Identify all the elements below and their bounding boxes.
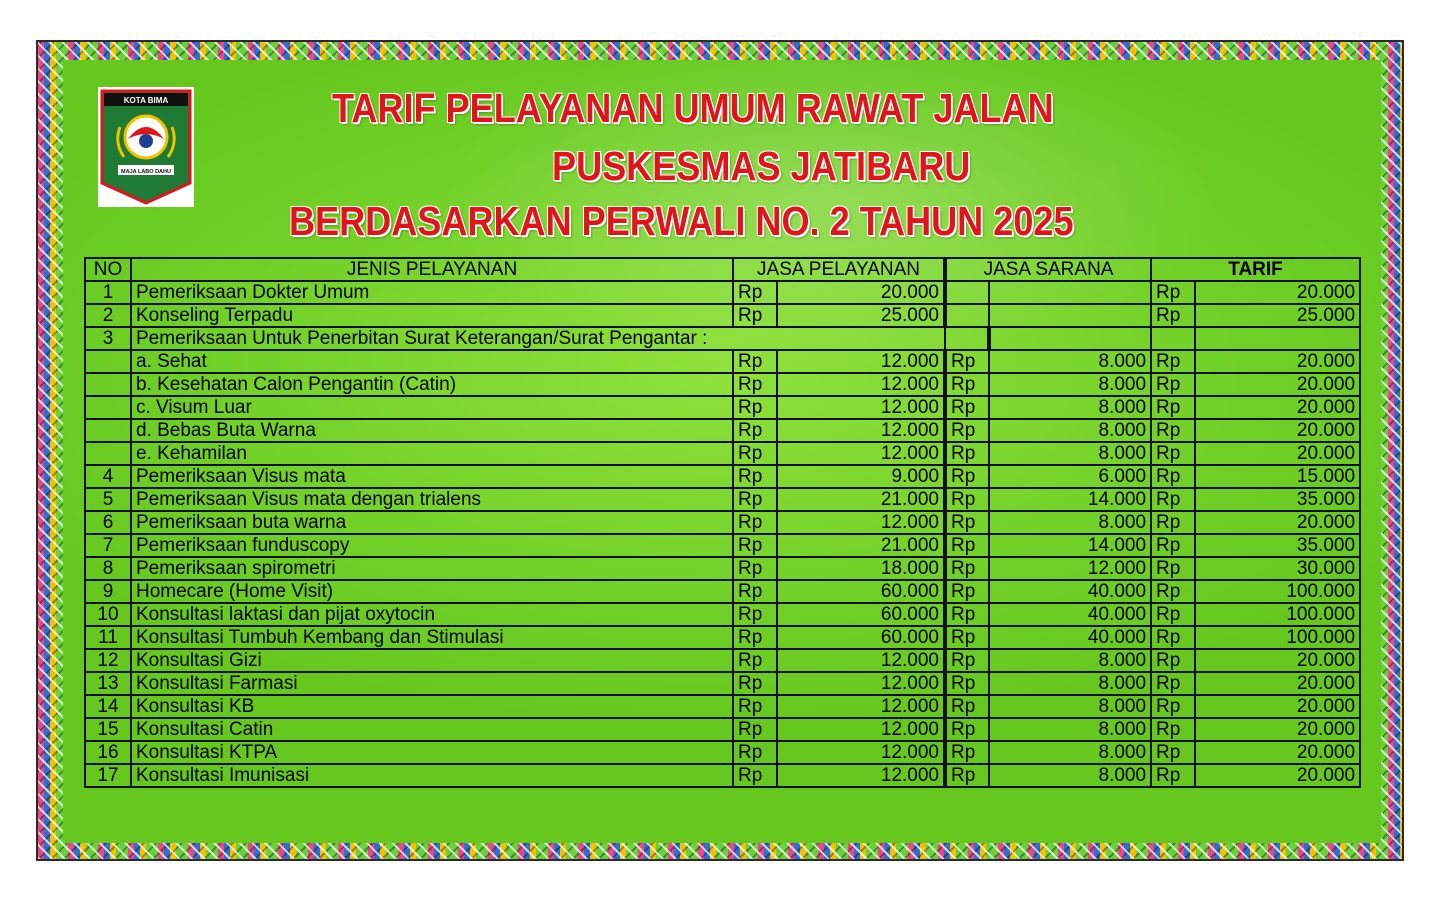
row-number: 16 xyxy=(85,741,131,764)
row-tarif-amount: 35.000 xyxy=(1195,488,1360,511)
row-jasa-sarana-currency: Rp xyxy=(945,419,989,442)
row-jasa-sarana-amount: 14.000 xyxy=(989,534,1151,557)
row-jasa-sarana-currency: Rp xyxy=(945,511,989,534)
row-jasa-pelayanan-amount: 12.000 xyxy=(777,350,945,373)
row-number: 17 xyxy=(85,764,131,787)
row-tarif-currency: Rp xyxy=(1151,304,1195,327)
row-number: 6 xyxy=(85,511,131,534)
row-tarif-amount: 30.000 xyxy=(1195,557,1360,580)
row-jasa-sarana-amount: 6.000 xyxy=(989,465,1151,488)
row-tarif-amount: 20.000 xyxy=(1195,764,1360,787)
row-tarif-currency: Rp xyxy=(1151,419,1195,442)
row-jasa-pelayanan-amount: 12.000 xyxy=(777,373,945,396)
row-service: d. Bebas Buta Warna xyxy=(131,419,733,442)
row-service: Pemeriksaan spirometri xyxy=(131,557,733,580)
row-jasa-pelayanan-currency: Rp xyxy=(733,465,777,488)
row-jasa-pelayanan-currency: Rp xyxy=(733,281,777,304)
row-jasa-sarana-amount: 8.000 xyxy=(989,350,1151,373)
row-jasa-pelayanan-currency: Rp xyxy=(733,580,777,603)
row-service: Konsultasi KTPA xyxy=(131,741,733,764)
row-number: 4 xyxy=(85,465,131,488)
header-no: NO xyxy=(85,258,131,281)
row-jasa-pelayanan-amount: 12.000 xyxy=(777,442,945,465)
row-jasa-sarana-currency: Rp xyxy=(945,741,989,764)
row-service: Pemeriksaan Untuk Penerbitan Surat Keterangan/Surat Pengantar : xyxy=(131,327,945,350)
row-number xyxy=(85,396,131,419)
row-jasa-sarana-amount: 12.000 xyxy=(989,557,1151,580)
row-jasa-sarana-currency xyxy=(945,281,989,304)
row-tarif-currency: Rp xyxy=(1151,511,1195,534)
row-tarif-currency: Rp xyxy=(1151,764,1195,787)
row-jasa-sarana-currency: Rp xyxy=(945,557,989,580)
table-row xyxy=(85,304,1360,327)
row-jasa-pelayanan-currency: Rp xyxy=(733,534,777,557)
table-row xyxy=(85,511,1360,534)
row-number: 1 xyxy=(85,281,131,304)
row-number: 5 xyxy=(85,488,131,511)
table-row xyxy=(85,557,1360,580)
row-service: c. Visum Luar xyxy=(131,396,733,419)
table-row xyxy=(85,695,1360,718)
row-service: Pemeriksaan funduscopy xyxy=(131,534,733,557)
row-jasa-sarana-currency: Rp xyxy=(945,649,989,672)
table-row xyxy=(85,281,1360,304)
row-service: Pemeriksaan Visus mata dengan trialens xyxy=(131,488,733,511)
table-row xyxy=(85,373,1360,396)
row-tarif-currency: Rp xyxy=(1151,373,1195,396)
row-tarif-currency: Rp xyxy=(1151,281,1195,304)
row-jasa-pelayanan-amount: 20.000 xyxy=(777,281,945,304)
row-service: Konseling Terpadu xyxy=(131,304,733,327)
row-tarif-currency: Rp xyxy=(1151,626,1195,649)
row-jasa-pelayanan-amount: 12.000 xyxy=(777,419,945,442)
row-jasa-sarana-amount xyxy=(1151,327,1195,350)
row-jasa-pelayanan-currency: Rp xyxy=(733,396,777,419)
row-jasa-sarana-currency: Rp xyxy=(945,465,989,488)
row-service: e. Kehamilan xyxy=(131,442,733,465)
row-jasa-sarana-currency xyxy=(989,327,1151,350)
row-tarif-amount: 100.000 xyxy=(1195,626,1360,649)
row-tarif-currency: Rp xyxy=(1151,649,1195,672)
header-jasa-sarana: JASA SARANA xyxy=(945,258,1151,281)
row-tarif-currency: Rp xyxy=(1151,695,1195,718)
row-tarif-amount: 20.000 xyxy=(1195,350,1360,373)
row-service: Pemeriksaan Dokter Umum xyxy=(131,281,733,304)
row-tarif-amount: 20.000 xyxy=(1195,741,1360,764)
table-row xyxy=(85,396,1360,419)
row-number: 10 xyxy=(85,603,131,626)
row-jasa-pelayanan-currency: Rp xyxy=(733,557,777,580)
row-jasa-sarana-currency: Rp xyxy=(945,534,989,557)
row-jasa-sarana-amount: 8.000 xyxy=(989,649,1151,672)
row-number: 2 xyxy=(85,304,131,327)
row-tarif-currency: Rp xyxy=(1151,442,1195,465)
row-tarif-amount: 20.000 xyxy=(1195,442,1360,465)
row-jasa-sarana-amount: 8.000 xyxy=(989,695,1151,718)
table-row xyxy=(85,741,1360,764)
row-jasa-pelayanan-amount: 12.000 xyxy=(777,649,945,672)
row-jasa-pelayanan-amount: 12.000 xyxy=(777,672,945,695)
row-jasa-sarana-amount: 8.000 xyxy=(989,672,1151,695)
row-jasa-sarana-amount: 40.000 xyxy=(989,626,1151,649)
row-service: Pemeriksaan buta warna xyxy=(131,511,733,534)
row-number: 8 xyxy=(85,557,131,580)
row-tarif-currency: Rp xyxy=(1151,741,1195,764)
row-jasa-pelayanan-currency: Rp xyxy=(733,419,777,442)
emblem-top-text: KOTA BIMA xyxy=(123,96,169,105)
kota-bima-emblem xyxy=(98,87,194,207)
row-service: b. Kesehatan Calon Pengantin (Catin) xyxy=(131,373,733,396)
header-service: JENIS PELAYANAN xyxy=(131,258,733,281)
table-row xyxy=(85,603,1360,626)
row-jasa-pelayanan-amount: 60.000 xyxy=(777,603,945,626)
table-row xyxy=(85,718,1360,741)
row-tarif-amount: 20.000 xyxy=(1195,281,1360,304)
row-jasa-sarana-amount xyxy=(989,281,1151,304)
row-jasa-pelayanan-currency: Rp xyxy=(733,603,777,626)
table-row xyxy=(85,419,1360,442)
row-jasa-sarana-amount: 8.000 xyxy=(989,511,1151,534)
row-jasa-pelayanan-currency: Rp xyxy=(733,672,777,695)
row-jasa-pelayanan-currency: Rp xyxy=(733,373,777,396)
row-service: Konsultasi Catin xyxy=(131,718,733,741)
row-jasa-pelayanan-amount: 12.000 xyxy=(777,695,945,718)
row-jasa-sarana-currency: Rp xyxy=(945,488,989,511)
row-jasa-pelayanan-currency: Rp xyxy=(733,695,777,718)
row-jasa-pelayanan-currency: Rp xyxy=(733,741,777,764)
row-jasa-pelayanan-amount: 12.000 xyxy=(777,396,945,419)
row-tarif-amount: 20.000 xyxy=(1195,511,1360,534)
row-jasa-sarana-currency: Rp xyxy=(945,718,989,741)
row-jasa-sarana-currency: Rp xyxy=(945,695,989,718)
row-jasa-sarana-currency: Rp xyxy=(945,580,989,603)
row-tarif-currency: Rp xyxy=(1151,603,1195,626)
row-jasa-pelayanan-amount: 21.000 xyxy=(777,534,945,557)
row-service: Konsultasi Imunisasi xyxy=(131,764,733,787)
row-service: Konsultasi laktasi dan pijat oxytocin xyxy=(131,603,733,626)
row-jasa-pelayanan-amount: 60.000 xyxy=(777,626,945,649)
row-tarif-amount: 20.000 xyxy=(1195,718,1360,741)
row-tarif-amount: 100.000 xyxy=(1195,580,1360,603)
row-jasa-pelayanan-currency: Rp xyxy=(733,764,777,787)
row-jasa-pelayanan-amount xyxy=(945,327,989,350)
row-jasa-sarana-amount: 8.000 xyxy=(989,741,1151,764)
table-row xyxy=(85,350,1360,373)
table-row xyxy=(85,580,1360,603)
row-service: Konsultasi KB xyxy=(131,695,733,718)
row-jasa-sarana-amount: 8.000 xyxy=(989,419,1151,442)
row-number xyxy=(85,419,131,442)
row-jasa-pelayanan-amount: 18.000 xyxy=(777,557,945,580)
row-number xyxy=(85,350,131,373)
row-service: a. Sehat xyxy=(131,350,733,373)
row-jasa-pelayanan-currency: Rp xyxy=(733,442,777,465)
row-tarif-currency: Rp xyxy=(1151,534,1195,557)
row-jasa-sarana-currency: Rp xyxy=(945,672,989,695)
title-line-2: PUSKESMAS JATIBARU xyxy=(552,143,971,189)
row-jasa-pelayanan-currency: Rp xyxy=(733,304,777,327)
table-row xyxy=(85,488,1360,511)
row-jasa-pelayanan-amount: 12.000 xyxy=(777,764,945,787)
row-jasa-sarana-amount: 40.000 xyxy=(989,580,1151,603)
row-jasa-sarana-currency: Rp xyxy=(945,626,989,649)
row-number xyxy=(85,373,131,396)
row-jasa-sarana-currency: Rp xyxy=(945,396,989,419)
row-tarif-currency: Rp xyxy=(1151,465,1195,488)
row-jasa-sarana-currency xyxy=(945,304,989,327)
row-jasa-sarana-currency: Rp xyxy=(945,442,989,465)
table-row xyxy=(85,672,1360,695)
row-tarif-currency: Rp xyxy=(1151,350,1195,373)
table-row xyxy=(85,534,1360,557)
row-number: 12 xyxy=(85,649,131,672)
row-tarif-currency: Rp xyxy=(1151,672,1195,695)
row-jasa-sarana-currency: Rp xyxy=(945,350,989,373)
row-tarif-amount: 20.000 xyxy=(1195,672,1360,695)
row-jasa-sarana-currency: Rp xyxy=(945,373,989,396)
title-line-3: BERDASARKAN PERWALI NO. 2 TAHUN 2025 xyxy=(289,198,1074,244)
table-row xyxy=(85,626,1360,649)
row-number: 14 xyxy=(85,695,131,718)
row-tarif-currency: Rp xyxy=(1151,557,1195,580)
row-jasa-sarana-amount xyxy=(989,304,1151,327)
row-service: Konsultasi Gizi xyxy=(131,649,733,672)
row-number: 13 xyxy=(85,672,131,695)
row-tarif-currency xyxy=(1195,327,1360,350)
row-jasa-sarana-amount: 8.000 xyxy=(989,396,1151,419)
table-row xyxy=(85,764,1360,787)
row-service: Homecare (Home Visit) xyxy=(131,580,733,603)
row-tarif-currency: Rp xyxy=(1151,488,1195,511)
row-tarif-amount: 20.000 xyxy=(1195,649,1360,672)
row-jasa-sarana-currency: Rp xyxy=(945,603,989,626)
table-row xyxy=(85,649,1360,672)
row-jasa-pelayanan-currency: Rp xyxy=(733,626,777,649)
row-tarif-amount: 20.000 xyxy=(1195,695,1360,718)
row-jasa-sarana-amount: 40.000 xyxy=(989,603,1151,626)
row-jasa-pelayanan-amount: 12.000 xyxy=(777,741,945,764)
row-jasa-sarana-amount: 14.000 xyxy=(989,488,1151,511)
row-jasa-pelayanan-amount: 9.000 xyxy=(777,465,945,488)
row-jasa-sarana-amount: 8.000 xyxy=(989,718,1151,741)
banner-panel xyxy=(63,60,1381,843)
row-tarif-amount: 15.000 xyxy=(1195,465,1360,488)
row-number: 3 xyxy=(85,327,131,350)
row-service: Konsultasi Tumbuh Kembang dan Stimulasi xyxy=(131,626,733,649)
row-tarif-amount: 100.000 xyxy=(1195,603,1360,626)
title-line-1: TARIF PELAYANAN UMUM RAWAT JALAN xyxy=(332,85,1054,131)
row-tarif-currency: Rp xyxy=(1151,580,1195,603)
row-service: Pemeriksaan Visus mata xyxy=(131,465,733,488)
header-jasa-pelayanan: JASA PELAYANAN xyxy=(733,258,945,281)
tariff-table xyxy=(84,257,1361,788)
row-tarif-amount: 20.000 xyxy=(1195,396,1360,419)
row-number: 9 xyxy=(85,580,131,603)
row-jasa-pelayanan-amount: 12.000 xyxy=(777,511,945,534)
table-body xyxy=(85,281,1360,787)
row-jasa-sarana-amount: 8.000 xyxy=(989,442,1151,465)
row-tarif-currency: Rp xyxy=(1151,396,1195,419)
row-jasa-pelayanan-amount: 60.000 xyxy=(777,580,945,603)
row-jasa-sarana-currency: Rp xyxy=(945,764,989,787)
row-jasa-pelayanan-amount: 12.000 xyxy=(777,718,945,741)
emblem-motto: MAJA LABO DAHU xyxy=(121,169,171,175)
header-tarif: TARIF xyxy=(1151,258,1360,281)
row-tarif-amount: 35.000 xyxy=(1195,534,1360,557)
table-header-row xyxy=(85,258,1360,281)
row-tarif-currency: Rp xyxy=(1151,718,1195,741)
row-number xyxy=(85,442,131,465)
emblem-shield-icon xyxy=(98,87,194,207)
row-jasa-pelayanan-currency: Rp xyxy=(733,718,777,741)
row-service: Konsultasi Farmasi xyxy=(131,672,733,695)
row-tarif-amount: 20.000 xyxy=(1195,373,1360,396)
banner-frame xyxy=(36,40,1404,861)
table-row xyxy=(85,327,1360,350)
table-row xyxy=(85,465,1360,488)
row-jasa-pelayanan-currency: Rp xyxy=(733,488,777,511)
row-tarif-amount: 25.000 xyxy=(1195,304,1360,327)
row-jasa-pelayanan-amount: 21.000 xyxy=(777,488,945,511)
row-jasa-sarana-amount: 8.000 xyxy=(989,764,1151,787)
row-jasa-pelayanan-currency: Rp xyxy=(733,649,777,672)
table-row xyxy=(85,442,1360,465)
row-number: 15 xyxy=(85,718,131,741)
row-jasa-pelayanan-amount: 25.000 xyxy=(777,304,945,327)
row-number: 11 xyxy=(85,626,131,649)
row-number: 7 xyxy=(85,534,131,557)
row-jasa-pelayanan-currency: Rp xyxy=(733,350,777,373)
row-jasa-sarana-amount: 8.000 xyxy=(989,373,1151,396)
row-tarif-amount: 20.000 xyxy=(1195,419,1360,442)
row-jasa-pelayanan-currency: Rp xyxy=(733,511,777,534)
